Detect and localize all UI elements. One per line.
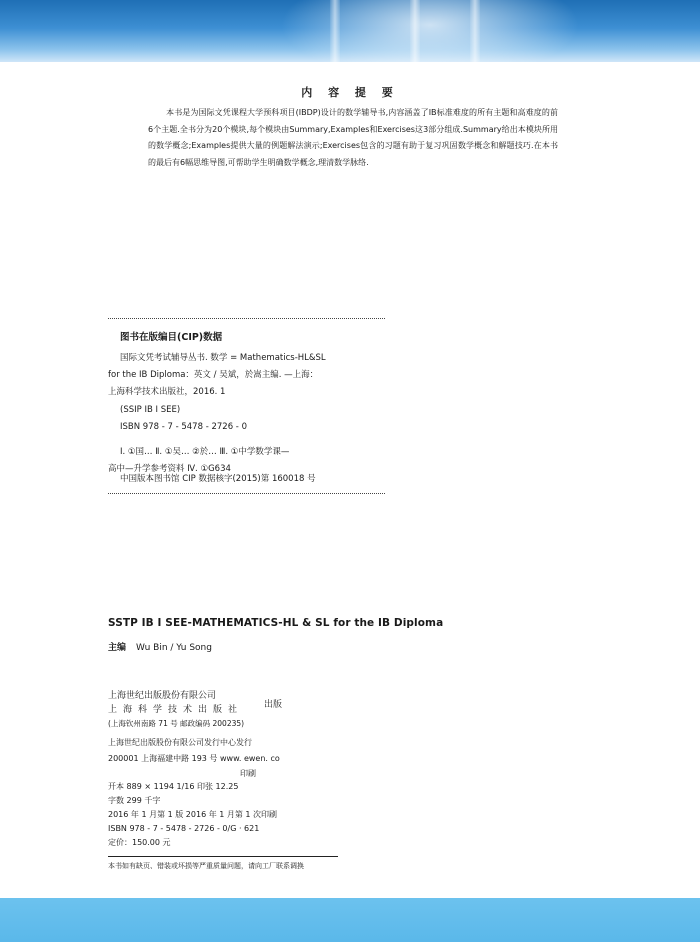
print-specs <box>108 780 277 850</box>
quality-footnote: 本书如有缺页、错装或坏损等严重质量问题，请向工厂联系调换 <box>108 862 304 870</box>
banner-decoration <box>330 0 340 62</box>
footnote-rule <box>108 856 338 857</box>
book-title: SSTP IB I SEE-MATHEMATICS-HL & SL for the IB Diploma <box>108 617 444 629</box>
editors-line <box>108 640 212 653</box>
bottom-band <box>0 898 700 942</box>
cip-line: 国际文凭考试辅导丛书. 数学 = Mathematics-HL&SL <box>120 353 326 363</box>
editor-names: Wu Bin / Yu Song <box>136 643 212 653</box>
distributor-address: 200001 上海福建中路 193 号 www. ewen. co <box>108 754 280 763</box>
publisher-name: 上海科学技术出版社 <box>108 705 244 715</box>
printer-label: 印刷 <box>240 769 256 778</box>
spec-price: 定价：150.00 元 <box>108 838 171 847</box>
cip-top-divider <box>108 318 385 319</box>
publisher-address: (上海钦州南路 71 号 邮政编码 200235) <box>108 719 245 728</box>
spec-format: 开本 889 × 1194 1/16 印张 12.25 <box>108 782 239 791</box>
cip-body <box>108 350 393 478</box>
cip-line: 上海科学技术出版社，2016. 1 <box>108 387 226 398</box>
top-banner <box>0 0 700 62</box>
cip-data-number: 中国版本图书馆 CIP 数据核字(2015)第 160018 号 <box>120 474 316 484</box>
cip-bottom-divider <box>108 493 385 494</box>
banner-decoration <box>410 0 420 62</box>
banner-glow <box>280 0 580 62</box>
cip-line: Ⅰ. ①国… Ⅱ. ①吴… ②於… Ⅲ. ①中学数学课— <box>120 447 290 458</box>
cip-line: for the IB Diploma：英文 / 吴斌，於嵩主编. —上海： <box>108 370 319 381</box>
summary-paragraph <box>148 105 558 171</box>
cip-isbn: ISBN 978 - 7 - 5478 - 2726 - 0 <box>120 421 247 432</box>
summary-heading: 内 容 提 要 <box>301 86 399 99</box>
publisher-group: 上海世纪出版股份有限公司 <box>108 691 217 701</box>
summary-text: 本书是为国际文凭课程大学预科项目(IBDP)设计的数学辅导书,内容涵盖了IB标准难度的所有主题和高难度的前6个主题.全书分为20个模块,每个模块由Summary,Examples和Exercises这3部分组成.Summary给出本模块所用的数学概念;Examples提供大量的例题解法演示;Exercises包含的习题有助于复习巩固数学概念和解题技巧.在本书的最后有6幅思维导图,可帮助学生明确数学概念,理清数学脉络. <box>148 108 558 167</box>
distributor: 上海世纪出版股份有限公司发行中心发行 <box>108 738 252 747</box>
spec-isbn: ISBN 978 - 7 - 5478 - 2726 - 0/G · 621 <box>108 824 260 833</box>
spec-wordcount: 字数 299 千字 <box>108 796 161 805</box>
banner-decoration <box>470 0 480 62</box>
editor-label: 主编 <box>108 643 127 653</box>
cip-line: 高中—升学参考资料 Ⅳ. ①G634 <box>108 464 231 475</box>
cip-title: 图书在版编目(CIP)数据 <box>120 332 223 343</box>
publisher-block <box>108 689 243 717</box>
publish-label: 出版 <box>264 700 283 710</box>
cip-line: (SSIP IB I SEE) <box>120 404 181 415</box>
spec-edition: 2016 年 1 月第 1 版 2016 年 1 月第 1 次印刷 <box>108 810 278 819</box>
